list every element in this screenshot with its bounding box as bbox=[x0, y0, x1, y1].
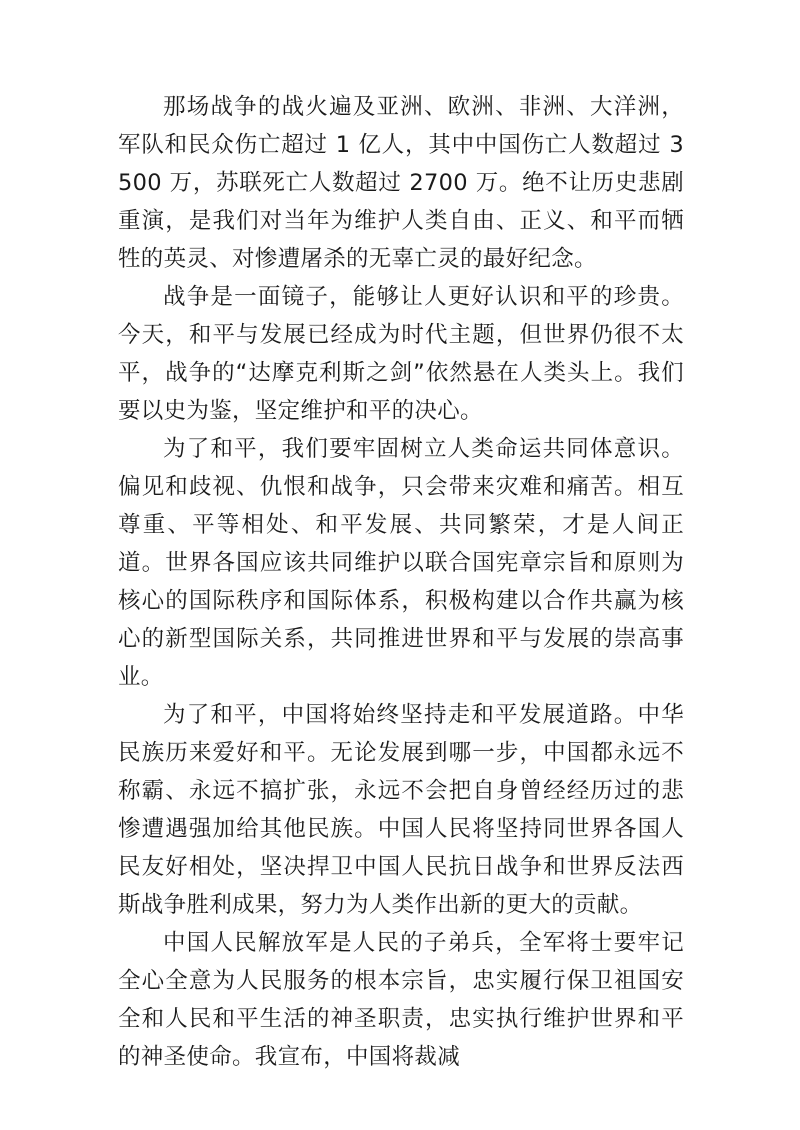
paragraph: 那场战争的战火遍及亚洲、欧洲、非洲、大洋洲，军队和民众伤亡超过 1 亿人，其中中国伤亡人数超过 3500 万，苏联死亡人数超过 2700 万。绝不让历史悲剧重演，是我们对当年为维护人类自由、正义、和平而牺牲的英灵、对惨遭屠杀的无辜亡灵的最好纪念。 bbox=[118, 94, 684, 272]
paragraph: 战争是一面镜子，能够让人更好认识和平的珍贵。今天，和平与发展已经成为时代主题，但世界仍很不太平，战争的“达摩克利斯之剑”依然悬在人类头上。我们要以史为鉴，坚定维护和平的决心。 bbox=[118, 284, 684, 424]
document-body bbox=[118, 88, 684, 1076]
paragraph: 为了和平，我们要牢固树立人类命运共同体意识。偏见和歧视、仇恨和战争，只会带来灾难和痛苦。相互尊重、平等相处、和平发展、共同繁荣，才是人间正道。世界各国应该共同维护以联合国宪章宗旨和原则为核心的国际秩序和国际体系，积极构建以合作共赢为核心的新型国际关系，共同推进世界和平与发展的崇高事业。 bbox=[118, 436, 684, 690]
paragraph: 中国人民解放军是人民的子弟兵，全军将士要牢记全心全意为人民服务的根本宗旨，忠实履行保卫祖国安全和人民和平生活的神圣职责，忠实执行维护世界和平的神圣使命。我宣布，中国将裁减 bbox=[118, 930, 684, 1070]
paragraph: 为了和平，中国将始终坚持走和平发展道路。中华民族历来爱好和平。无论发展到哪一步，中国都永远不称霸、永远不搞扩张，永远不会把自身曾经经历过的悲惨遭遇强加给其他民族。中国人民将坚持同世界各国人民友好相处，坚决捍卫中国人民抗日战争和世界反法西斯战争胜利成果，努力为人类作出新的更大的贡献。 bbox=[118, 702, 684, 918]
